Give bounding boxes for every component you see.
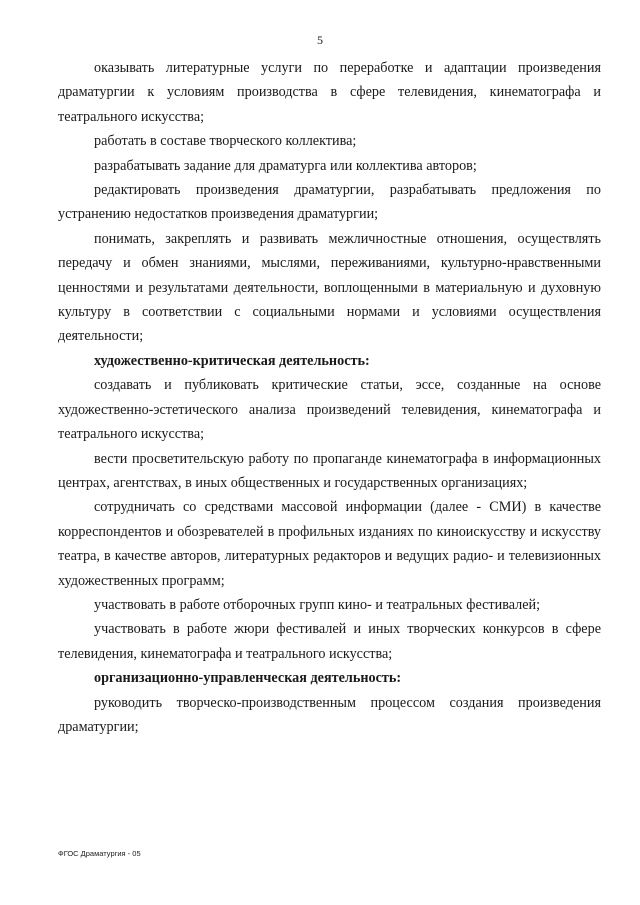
paragraph-edit-works: редактировать произведения драматургии, разрабатывать предложения по устранению недостатков произведения драматургии; bbox=[58, 182, 601, 223]
paragraph-manage-production: руководить творческо-производственным процессом создания произведения драматургии; bbox=[58, 694, 601, 735]
page-number: 5 bbox=[317, 33, 323, 47]
paragraph-publish-articles: создавать и публиковать критические статьи, эссе, созданные на основе художественно-эстетического анализа произведений телевидения, кинематографа и театрального искусства; bbox=[58, 377, 601, 443]
document-body bbox=[58, 56, 601, 739]
page-footer: ФГОС Драматургия - 05 bbox=[58, 849, 141, 858]
paragraph-educational-work: вести просветительскую работу по пропаганде кинематографа в информационных центрах, агентствах, в иных общественных и государственных организациях; bbox=[58, 450, 601, 491]
paragraph-media-cooperation: сотрудничать со средствами массовой информации (далее - СМИ) в качестве корреспондентов и обозревателей в профильных изданиях по киноискусству и искусству театра, в качестве авторов, литературных редакторов и ведущих радио- и телевизионных художественных программ; bbox=[58, 499, 601, 589]
paragraph-team-work: работать в составе творческого коллектива; bbox=[94, 133, 357, 150]
paragraph-develop-assignment: разрабатывать задание для драматурга или коллектива авторов; bbox=[94, 157, 477, 174]
paragraph-selection-groups: участвовать в работе отборочных групп кино- и театральных фестивалей; bbox=[94, 596, 541, 613]
section-heading-critical-activity: художественно-критическая деятельность: bbox=[94, 352, 370, 369]
paragraph-literary-services: оказывать литературные услуги по переработке и адаптации произведения драматургии к условиям производства в сфере телевидения, кинематографа и театрального искусства; bbox=[58, 60, 601, 125]
section-heading-management-activity: организационно-управленческая деятельность: bbox=[94, 670, 402, 687]
paragraph-festival-jury: участвовать в работе жюри фестивалей и иных творческих конкурсов в сфере телевидения, кинематографа и театрального искусства; bbox=[58, 621, 601, 662]
paragraph-interpersonal-relations: понимать, закреплять и развивать межличностные отношения, осуществлять передачу и обмен знаниями, мыслями, переживаниями, культурно-нравственными ценностями и результатами деятельности, воплощенными в материальную и духовную культуру в соответствии с социальными нормами и условиями осуществления деятельности; bbox=[58, 230, 601, 345]
